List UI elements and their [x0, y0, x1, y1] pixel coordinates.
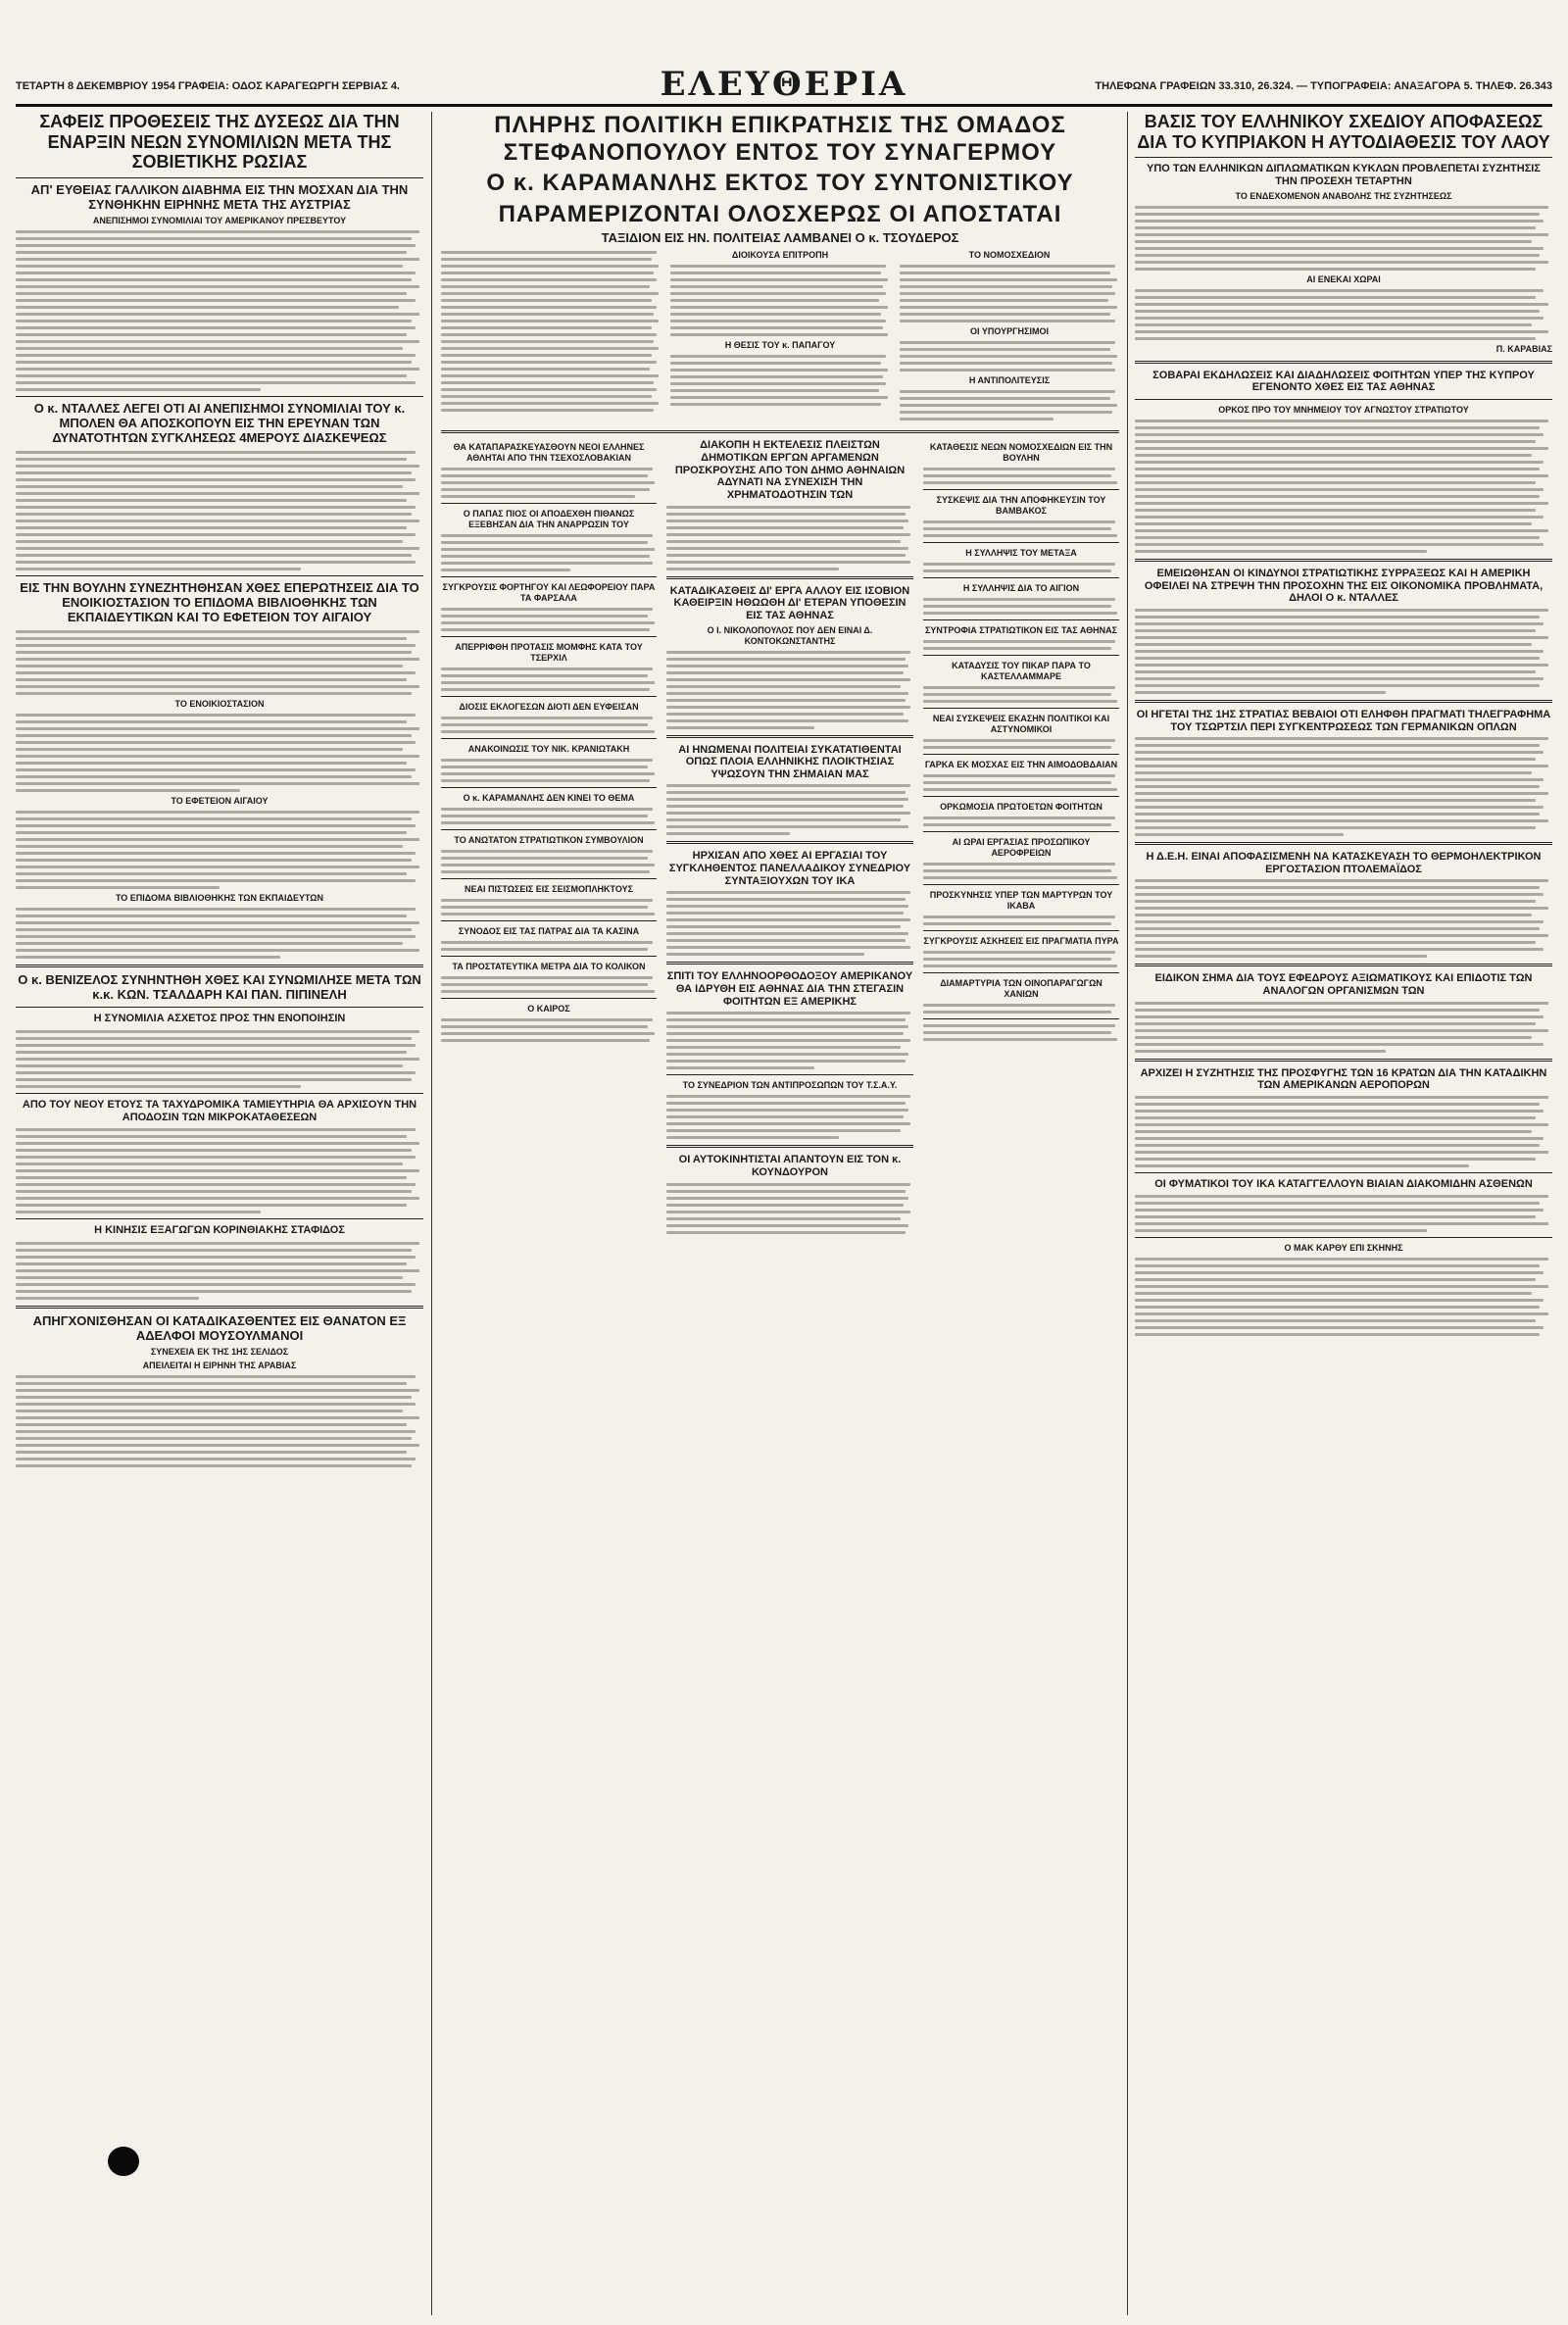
headline: ΟΙ ΗΓΕΤΑΙ ΤΗΣ 1ΗΣ ΣΤΡΑΤΙΑΣ ΒΕΒΑΙΟΙ ΟΤΙ ΕΛΗΦΘΗ ΠΡΑΓΜΑΤΙ ΤΗΛΕΓΡΑΦΗΜΑ ΤΟΥ ΤΣΩΡΤΣΙΛ ΠΕΡΙ ΣΥΓΚΕΝΤΡΩΣΕΩΣ ΤΩΝ ΓΕΡΜΑΝΙΚΩΝ ΟΠΛΩΝ — [1136, 708, 1551, 733]
subheading: ΝΕΑΙ ΠΙΣΤΩΣΕΙΣ ΕΙΣ ΣΕΙΣΜΟΠΛΗΚΤΟΥΣ — [465, 884, 633, 895]
subheading: ΤΟ ΕΝΔΕΧΟΜΕΝΟΝ ΑΝΑΒΟΛΗΣ ΤΗΣ ΣΥΖΗΤΗΣΕΩΣ — [1235, 190, 1452, 201]
subheading: Ο ΜΑΚ ΚΑΡΘΥ ΕΠΙ ΣΚΗΝΗΣ — [1284, 1242, 1403, 1253]
subheading: ΑΝΕΠΙΣΗΜΟΙ ΣΥΝΟΜΙΛΙΑΙ ΤΟΥ ΑΜΕΡΙΚΑΝΟΥ ΠΡΕΣΒΕΥΤΟΥ — [92, 215, 347, 225]
headline: ΚΑΤΑΔΙΚΑΣΘΕΙΣ ΔΙ' ΕΡΓΑ ΑΛΛΟΥ ΕΙΣ ΙΣΟΒΙΟΝ ΚΑΘΕΙΡΞΙΝ ΗΘΩΩΘΗ ΔΙ' ΕΤΕΡΑΝ ΥΠΟΘΕΣΙΝ ΕΙΣ ΤΑΣ ΑΘΗΝΑΣ — [669, 584, 910, 621]
briefs — [923, 439, 1119, 1237]
headline: ΟΙ ΑΥΤΟΚΙΝΗΤΙΣΤΑΙ ΑΠΑΝΤΟΥΝ ΕΙΣ ΤΟΝ κ. ΚΟΥΝΔΟΥΡΟΝ — [678, 1154, 902, 1178]
article-body — [16, 1242, 423, 1300]
article-body — [1135, 1096, 1552, 1167]
headline: ΔΙΑΚΟΠΗ Η ΕΚΤΕΛΕΣΙΣ ΠΛΕΙΣΤΩΝ ΔΗΜΟΤΙΚΩΝ ΕΡΓΩΝ ΑΡΓΑΜΕΝΩΝ ΠΡΟΣΚΡΟΥΣΗΣ ΑΠΟ ΤΟΝ ΔΗΜΟ ΑΘΗΝΑΙΩΝ ΑΔΥΝΑΤΙ ΝΑ ΣΥΝΕΧΙΣΗ ΤΗΝ ΧΡΗΜΑΤΟΔΟΤΗΣΙΝ ΤΩΝ — [674, 439, 906, 501]
subheading: Η ΣΥΛΛΗΨΙΣ ΔΙΑ ΤΟ ΑΙΓΙΟΝ — [962, 583, 1080, 594]
masthead-right: ΤΗΛΕΦΩΝΑ ΓΡΑΦΕΙΩΝ 33.310, 26.324. — ΤΥΠΟΓΡΑΦΕΙΑ: ΑΝΑΞΑΓΟΡΑ 5. ΤΗΛΕΦ. 26.343 — [1095, 80, 1552, 92]
headline: ΑΠ' ΕΥΘΕΙΑΣ ΓΑΛΛΙΚΟΝ ΔΙΑΒΗΜΑ ΕΙΣ ΤΗΝ ΜΟΣΧΑΝ ΔΙΑ ΤΗΝ ΣΥΝΘΗΚΗΝ ΕΙΡΗΝΗΣ ΜΕΤΑ ΤΗΣ ΑΥΣΤΡΙΑΣ — [30, 182, 409, 212]
headline: ΣΑΦΕΙΣ ΠΡΟΘΕΣΕΙΣ ΤΗΣ ΔΥΣΕΩΣ ΔΙΑ ΤΗΝ ΕΝΑΡΞΙΝ ΝΕΩΝ ΣΥΝΟΜΙΛΙΩΝ ΜΕΤΑ ΤΗΣ ΣΟΒΙΕΤΙΚΗΣ ΡΩΣΙΑΣ — [39, 112, 400, 173]
center-column — [441, 112, 1119, 2315]
subheading: ΣΥΓΚΡΟΥΣΙΣ ΑΣΚΗΣΕΙΣ ΕΙΣ ΠΡΑΓΜΑΤΙΑ ΠΥΡΑ — [923, 936, 1119, 947]
subheading: ΝΕΑΙ ΣΥΣΚΕΨΕΙΣ ΕΚΑΣΗΝ ΠΟΛΙΤΙΚΟΙ ΚΑΙ ΑΣΤΥΝΟΜΙΚΟΙ — [932, 714, 1110, 735]
article-body — [1135, 737, 1552, 836]
article-body — [16, 451, 423, 570]
subheading: ΣΥΝΟΔΟΣ ΕΙΣ ΤΑΣ ΠΑΤΡΑΣ ΔΙΑ ΤΑ ΚΑΣΙΝΑ — [458, 926, 640, 937]
subheading: ΤΟ ΝΟΜΟΣΧΕΔΙΟΝ — [968, 250, 1051, 261]
main-stories — [666, 439, 913, 1237]
headline: ΣΟΒΑΡΑΙ ΕΚΔΗΛΩΣΕΙΣ ΚΑΙ ΔΙΑΔΗΛΩΣΕΙΣ ΦΟΙΤΗΤΩΝ ΥΠΕΡ ΤΗΣ ΚΥΠΡΟΥ ΕΓΕΝΟΝΤΟ ΧΘΕΣ ΕΙΣ ΤΑΣ ΑΘΗΝΑΣ — [1152, 369, 1535, 394]
headline: ΑΠΗΓΧΟΝΙΣΘΗΣΑΝ ΟΙ ΚΑΤΑΔΙΚΑΣΘΕΝΤΕΣ ΕΙΣ ΘΑΝΑΤΟΝ ΕΞ ΑΔΕΛΦΟΙ ΜΟΥΣΟΥΛΜΑΝΟΙ — [32, 1313, 407, 1343]
subheading: ΣΥΝΤΡΟΦΙΑ ΣΤΡΑΤΙΩΤΙΚΟΝ ΕΙΣ ΤΑΣ ΑΘΗΝΑΣ — [924, 625, 1118, 636]
subheading: Ο Ι. ΝΙΚΟΛΟΠΟΥΛΟΣ ΠΟΥ ΔΕΝ ΕΙΝΑΙ Δ. ΚΟΝΤΟΚΩΝΣΤΑΝΤΗΣ — [707, 624, 873, 646]
subheading: ΤΟ ΕΝΟΙΚΙΟΣΤΑΣΙΟΝ — [174, 698, 265, 709]
article-body — [1135, 609, 1552, 694]
masthead-row — [16, 69, 1552, 107]
headline: Ο κ. ΒΕΝΙΖΕΛΟΣ ΣΥΝΗΝΤΗΘΗ ΧΘΕΣ ΚΑΙ ΣΥΝΩΜΙΛΗΣΕ ΜΕΤΑ ΤΩΝ κ.κ. ΚΩΝ. ΤΣΑΛΔΑΡΗ ΚΑΙ ΠΑΝ. ΠΙΠΙΝΕΛΗ — [18, 971, 421, 1002]
article-body — [16, 230, 423, 391]
article-body — [1135, 1195, 1552, 1232]
side-stories — [441, 439, 657, 1237]
subheading: ΣΥΝΕΧΕΙΑ ΕΚ ΤΗΣ 1ΗΣ ΣΕΛΙΔΟΣ — [150, 1346, 289, 1357]
article-body — [16, 1128, 423, 1213]
subheading: ΓΑΡΚΑ ΕΚ ΜΟΣΧΑΣ ΕΙΣ ΤΗΝ ΑΙΜΟΔΟΒΔΑΙΑΝ — [924, 760, 1118, 770]
masthead-title: ΕΛΕΥΘΕΡΙΑ — [660, 65, 908, 104]
headline: Ο κ. ΝΤΑΛΛΕΣ ΛΕΓΕΙ ΟΤΙ ΑΙ ΑΝΕΠΙΣΗΜΟΙ ΣΥΝΟΜΙΛΙΑΙ ΤΟΥ κ. ΜΠΟΛΕΝ ΘΑ ΑΠΟΣΚΟΠΟΥΝ ΕΙΣ ΤΗΝ ΕΡΕΥΝΑΝ ΤΩΝ ΔΥΝΑΤΟΤΗΤΩΝ ΣΥΓΚΛΗΣΕΩΣ 4ΜΕΡΟΥΣ ΔΙΑΣΚΕΨΕΩΣ — [33, 400, 406, 445]
article-body — [16, 908, 423, 959]
headline: ΟΙ ΦΥΜΑΤΙΚΟΙ ΤΟΥ ΙΚΑ ΚΑΤΑΓΓΕΛΛΟΥΝ ΒΙΑΙΑΝ ΔΙΑΚΟΜΙΔΗΝ ΑΣΘΕΝΩΝ — [1154, 1177, 1533, 1190]
subheading: Ο ΚΑΙΡΟΣ — [527, 1004, 570, 1014]
article-body — [1135, 420, 1552, 553]
main-headline: Ο κ. ΚΑΡΑΜΑΝΛΗΣ ΕΚΤΟΣ ΤΟΥ ΣΥΝΤΟΝΙΣΤΙΚΟΥ — [486, 170, 1074, 197]
byline: Π. ΚΑΡΑΒΙΑΣ — [1495, 343, 1552, 354]
subheading: ΘΑ ΚΑΤΑΠΑΡΑΣΚΕΥΑΣΘΟΥΝ ΝΕΟΙ ΕΛΛΗΝΕΣ ΑΘΛΗΤΑΙ ΑΠΟ ΤΗΝ ΤΣΕΧΟΣΛΟΒΑΚΙΑΝ — [453, 442, 645, 464]
main-headline: ΠΛΗΡΗΣ ΠΟΛΙΤΙΚΗ ΕΠΙΚΡΑΤΗΣΙΣ ΤΗΣ ΟΜΑΔΟΣ ΣΤΕΦΑΝΟΠΟΥΛΟΥ ΕΝΤΟΣ ΤΟΥ ΣΥΝΑΓΕΡΜΟΥ — [494, 112, 1066, 166]
article-body — [16, 1375, 423, 1467]
subheading: Ο ΠΑΠΑΣ ΠΙΟΣ ΟΙ ΑΠΟΔΕΧΘΗ ΠΙΘΑΝΩΣ ΕΞΕΒΗΣΑΝ ΔΙΑ ΤΗΝ ΑΝΑΡΡΩΣΙΝ ΤΟΥ — [463, 509, 635, 530]
subheading: ΤΟ ΕΦΕΤΕΙΟΝ ΑΙΓΑΙΟΥ — [171, 795, 269, 806]
headline: ΒΑΣΙΣ ΤΟΥ ΕΛΛΗΝΙΚΟΥ ΣΧΕΔΙΟΥ ΑΠΟΦΑΣΕΩΣ ΔΙΑ ΤΟ ΚΥΠΡΙΑΚΟΝ Η ΑΥΤΟΔΙΑΘΕΣΙΣ ΤΟΥ ΛΑΟΥ — [1137, 112, 1550, 152]
subheading: ΚΑΤΑΘΕΣΙΣ ΝΕΩΝ ΝΟΜΟΣΧΕΔΙΩΝ ΕΙΣ ΤΗΝ ΒΟΥΛΗΝ — [929, 442, 1113, 464]
subheading: ΠΡΟΣΚΥΝΗΣΙΣ ΥΠΕΡ ΤΩΝ ΜΑΡΤΥΡΩΝ ΤΟΥ ΙΚΑΒΑ — [929, 890, 1113, 912]
subheading: ΤΑ ΠΡΟΣΤΑΤΕΥΤΙΚΑ ΜΕΤΡΑ ΔΙΑ ΤΟ ΚΟΛΙΚΟΝ — [452, 962, 646, 972]
subheading: ΑΠΕΡΡΙΦΘΗ ΠΡΟΤΑΣΙΣ ΜΟΜΦΗΣ ΚΑΤΑ ΤΟΥ ΤΣΕΡΧΙΛ — [455, 642, 643, 664]
article-body — [1135, 1258, 1552, 1336]
headline: ΑΠΟ ΤΟΥ ΝΕΟΥ ΕΤΟΥΣ ΤΑ ΤΑΧΥΔΡΟΜΙΚΑ ΤΑΜΙΕΥΤΗΡΙΑ ΘΑ ΑΡΧΙΣΟΥΝ ΤΗΝ ΑΠΟΔΟΣΙΝ ΤΩΝ ΜΙΚΡΟΚΑΤΑΘΕΣΕΩΝ — [22, 1099, 417, 1123]
subheading: Ο κ. ΚΑΡΑΜΑΝΛΗΣ ΔΕΝ ΚΙΝΕΙ ΤΟ ΘΕΜΑ — [463, 793, 635, 804]
column-rule — [1127, 112, 1128, 2315]
subheading: ΣΥΣΚΕΨΙΣ ΔΙΑ ΤΗΝ ΑΠΟΦΗΚΕΥΣΙΝ ΤΟΥ ΒΑΜΒΑΚΟΣ — [936, 495, 1106, 517]
right-column — [1135, 112, 1552, 2315]
subheading: ΤΑΞΙΔΙΟΝ ΕΙΣ ΗΝ. ΠΟΛΙΤΕΙΑΣ ΛΑΜΒΑΝΕΙ Ο κ. ΤΣΟΥΔΕΡΟΣ — [601, 230, 959, 246]
subheading: ΑΙ ΩΡΑΙ ΕΡΓΑΣΙΑΣ ΠΡΟΣΩΠΙΚΟΥ ΑΕΡΟΦΡΕΙΩΝ — [952, 837, 1091, 859]
headline: Η ΣΥΝΟΜΙΛΙΑ ΑΣΧΕΤΟΣ ΠΡΟΣ ΤΗΝ ΕΝΟΠΟΙΗΣΙΝ — [93, 1013, 346, 1025]
article-body — [16, 1030, 423, 1088]
left-column — [16, 112, 423, 2315]
headline: ΥΠΟ ΤΩΝ ΕΛΛΗΝΙΚΩΝ ΔΙΠΛΩΜΑΤΙΚΩΝ ΚΥΚΛΩΝ ΠΡΟΒΛΕΠΕΤΑΙ ΣΥΖΗΤΗΣΙΣ ΤΗΝ ΠΡΟΣΕΧΗ ΤΕΤΑΡΤΗΝ — [1147, 163, 1541, 188]
subheading: ΑΝΑΚΟΙΝΩΣΙΣ ΤΟΥ ΝΙΚ. ΚΡΑΝΙΩΤΑΚΗ — [467, 744, 630, 755]
headline: ΕΙΔΙΚΟΝ ΣΗΜΑ ΔΙΑ ΤΟΥΣ ΕΦΕΔΡΟΥΣ ΑΞΙΩΜΑΤΙΚΟΥΣ ΚΑΙ ΕΠΙΔΟΤΙΣ ΤΩΝ ΑΝΑΛΟΓΩΝ ΟΡΓΑΝΙΣΜΩΝ ΤΩΝ — [1154, 972, 1533, 998]
headline: ΑΡΧΙΖΕΙ Η ΣΥΖΗΤΗΣΙΣ ΤΗΣ ΠΡΟΣΦΥΓΗΣ ΤΩΝ 16 ΚΡΑΤΩΝ ΔΙΑ ΤΗΝ ΚΑΤΑΔΙΚΗΝ ΤΩΝ ΑΜΕΡΙΚΑΝΩΝ ΑΕΡΟΠΟΡΩΝ — [1140, 1066, 1547, 1092]
subheading: ΤΟ ΣΥΝΕΔΡΙΟΝ ΤΩΝ ΑΝΤΙΠΡΟΣΩΠΩΝ ΤΟΥ Τ.Σ.Α.Υ. — [682, 1080, 898, 1091]
article-body — [441, 247, 661, 424]
subheading: ΚΑΤΑΔΥΣΙΣ ΤΟΥ ΠΙΚΑΡ ΠΑΡΑ ΤΟ ΚΑΣΤΕΛΛΑΜΜΑΡΕ — [952, 661, 1091, 682]
headline: ΗΡΧΙΣΑΝ ΑΠΟ ΧΘΕΣ ΑΙ ΕΡΓΑΣΙΑΙ ΤΟΥ ΣΥΓΚΛΗΘΕΝΤΟΣ ΠΑΝΕΛΛΑΔΙΚΟΥ ΣΥΝΕΔΡΙΟΥ ΣΥΝΤΑΞΙΟΥΧΩΝ ΤΟΥ ΙΚΑ — [668, 850, 911, 887]
subheading: ΣΥΓΚΡΟΥΣΙΣ ΦΟΡΤΗΓΟΥ ΚΑΙ ΛΕΩΦΟΡΕΙΟΥ ΠΑΡΑ ΤΑ ΦΑΡΣΑΛΑ — [442, 582, 656, 604]
article-body — [1135, 879, 1552, 958]
headline: Η Δ.Ε.Η. ΕΙΝΑΙ ΑΠΟΦΑΣΙΣΜΕΝΗ ΝΑ ΚΑΤΑΣΚΕΥΑΣΗ ΤΟ ΘΕΡΜΟΗΛΕΚΤΡΙΚΟΝ ΕΡΓΟΣΤΑΣΙΟΝ ΠΤΟΛΕΜΑΪΔΟΣ — [1146, 851, 1542, 875]
headline: ΣΠΙΤΙ ΤΟΥ ΕΛΛΗΝΟΟΡΘΟΔΟΞΟΥ ΑΜΕΡΙΚΑΝΟΥ ΘΑ ΙΔΡΥΘΗ ΕΙΣ ΑΘΗΝΑΣ ΔΙΑ ΤΗΝ ΣΤΕΓΑΣΙΝ ΦΟΙΤΗΤΩΝ ΕΞ ΑΜΕΡΙΚΗΣ — [666, 970, 913, 1008]
column-rule — [431, 112, 432, 2315]
ink-blot — [108, 2147, 139, 2176]
article-body — [1135, 289, 1552, 340]
subheading: ΔΙΟΣΙΣ ΕΚΛΟΓΕΣΩΝ ΔΙΟΤΙ ΔΕΝ ΕΥΦΕΙΣΑΝ — [459, 702, 639, 713]
subheading: ΟΙ ΥΠΟΥΡΓΗΣΙΜΟΙ — [970, 326, 1049, 337]
subheading: ΔΙΑΜΑΡΤΥΡΙΑ ΤΩΝ ΟΙΝΟΠΑΡΑΓΩΓΩΝ ΧΑΝΙΩΝ — [940, 978, 1102, 1000]
article-body — [16, 630, 423, 695]
article-body — [16, 714, 423, 792]
article-body — [16, 811, 423, 889]
subheading: Η ΣΥΛΛΗΨΙΣ ΤΟΥ ΜΕΤΑΞΑ — [965, 548, 1077, 559]
subheading: ΤΟ ΑΝΩΤΑΤΟΝ ΣΤΡΑΤΙΩΤΙΚΟΝ ΣΥΜΒΟΥΛΙΟΝ — [454, 835, 644, 846]
masthead-left: ΤΕΤΑΡΤΗ 8 ΔΕΚΕΜΒΡΙΟΥ 1954 ΓΡΑΦΕΙΑ: ΟΔΟΣ ΚΑΡΑΓΕΩΡΓΗ ΣΕΡΒΙΑΣ 4. — [16, 80, 400, 92]
article-body — [1135, 206, 1552, 271]
main-headline: ΠΑΡΑΜΕΡΙΖΟΝΤΑΙ ΟΛΟΣΧΕΡΩΣ ΟΙ ΑΠΟΣΤΑΤΑΙ — [498, 200, 1062, 227]
subheading: ΟΡΚΟΣ ΠΡΟ ΤΟΥ ΜΝΗΜΕΙΟΥ ΤΟΥ ΑΓΝΩΣΤΟΥ ΣΤΡΑΤΙΩΤΟΥ — [1218, 404, 1469, 415]
headline: ΕΙΣ ΤΗΝ ΒΟΥΛΗΝ ΣΥΝΕΖΗΤΗΘΗΣΑΝ ΧΘΕΣ ΕΠΕΡΩΤΗΣΕΙΣ ΔΙΑ ΤΟ ΕΝΟΙΚΙΟΣΤΑΣΙΟΝ ΤΟ ΕΠΙΔΟΜΑ ΒΙΒΛΙΟΘΗΚΗΣ ΤΩΝ ΕΚΠΑΙΔΕΥΤΙΚΩΝ ΚΑΙ ΤΟ ΕΦΕΤΕΙΟΝ ΤΟΥ ΑΙΓΑΙΟΥ — [20, 579, 419, 624]
article-body — [900, 247, 1119, 424]
subheading: Η ΘΕΣΙΣ ΤΟΥ κ. ΠΑΠΑΓΟΥ — [724, 340, 836, 351]
article-body — [670, 247, 890, 424]
subheading: ΤΟ ΕΠΙΔΟΜΑ ΒΙΒΛΙΟΘΗΚΗΣ ΤΩΝ ΕΚΠΑΙΔΕΥΤΩΝ — [115, 892, 324, 903]
article-body — [1135, 1002, 1552, 1053]
subheading: ΑΠΕΙΛΕΙΤΑΙ Η ΕΙΡΗΝΗ ΤΗΣ ΑΡΑΒΙΑΣ — [142, 1360, 297, 1370]
subheading: ΑΙ ΕΝΕΚΑΙ ΧΩΡΑΙ — [1306, 273, 1381, 284]
headline: ΕΜΕΙΩΘΗΣΑΝ ΟΙ ΚΙΝΔΥΝΟΙ ΣΤΡΑΤΙΩΤΙΚΗΣ ΣΥΡΡΑΞΕΩΣ ΚΑΙ Η ΑΜΕΡΙΚΗ ΟΦΕΙΛΕΙ ΝΑ ΣΤΡΕΨΗ ΤΗΝ ΠΡΟΣΟΧΗΝ ΤΗΣ ΕΙΣ ΟΙΚΟΝΟΜΙΚΑ ΠΡΟΒΛΗΜΑΤΑ, ΔΗΛΟΙ Ο κ. ΝΤΑΛΛΕΣ — [1144, 567, 1544, 605]
subheading: Η ΑΝΤΙΠΟΛΙΤΕΥΣΙΣ — [968, 375, 1051, 386]
subheading: ΟΡΚΩΜΟΣΙΑ ΠΡΩΤΟΕΤΩΝ ΦΟΙΤΗΤΩΝ — [940, 802, 1102, 813]
subheading: ΔΙΟΙΚΟΥΣΑ ΕΠΙΤΡΟΠΗ — [731, 250, 829, 261]
headline: ΑΙ ΗΝΩΜΕΝΑΙ ΠΟΛΙΤΕΙΑΙ ΣΥΚΑΤΑΤΙΘΕΝΤΑΙ ΟΠΩΣ ΠΛΟΙΑ ΕΛΛΗΝΙΚΗΣ ΠΛΟΙΚΤΗΣΙΑΣ ΥΨΩΣΟΥΝ ΤΗΝ ΣΗΜΑΙΑΝ ΜΑΣ — [678, 743, 902, 780]
headline: Η ΚΙΝΗΣΙΣ ΕΞΑΓΩΓΩΝ ΚΟΡΙΝΘΙΑΚΗΣ ΣΤΑΦΙΔΟΣ — [94, 1224, 345, 1237]
